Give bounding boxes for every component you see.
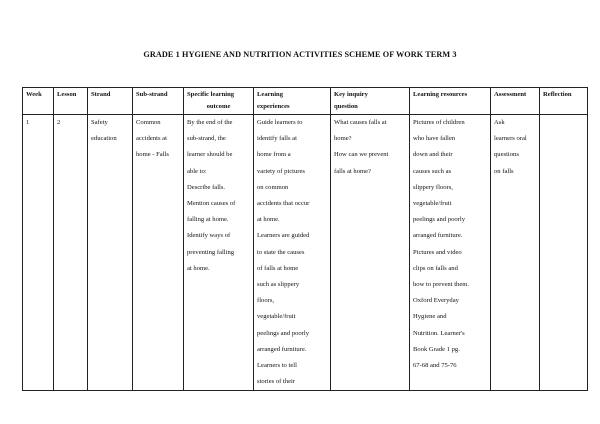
header-learning-resources: Learning resources [410, 88, 491, 115]
cell-line: such as slippery [257, 281, 300, 289]
cell-lesson [54, 115, 88, 391]
cell-line: accidents at [136, 135, 167, 143]
cell-line: Nutrition. Learner's [413, 329, 465, 337]
header-specific-learning-outcome: Specific learning outcome [184, 88, 254, 115]
cell-line: peelings and poorly [257, 329, 310, 337]
cell-line: on common [257, 183, 289, 191]
cell-line: of falls at home [257, 264, 299, 272]
cell-learning-experiences [254, 115, 331, 391]
cell-line: who have fallen [413, 135, 456, 143]
header-key-inquiry-question: Key inquiry question [331, 88, 410, 115]
cell-line: causes such as [413, 167, 452, 175]
header-assessment: Assessment [491, 88, 540, 115]
cell-line: peelings and poorly [413, 216, 466, 224]
cell-line: How can we prevent [334, 151, 389, 159]
cell-line: questions [494, 151, 519, 159]
cell-line: down and their [413, 151, 453, 159]
document-title: GRADE 1 HYGIENE AND NUTRITION ACTIVITIES SCHEME OF WORK TERM 3 [143, 50, 457, 59]
cell-sub-strand [133, 115, 184, 391]
cell-line: clips on falls and [413, 264, 458, 272]
cell-line: Hygiene and [413, 313, 447, 321]
cell-line: Learners to tell [257, 362, 297, 370]
cell-line: Oxford Everyday [413, 297, 459, 305]
cell-line: By the end of the [187, 119, 233, 126]
cell-line: Guide learners to [257, 119, 303, 126]
cell-line: 1 [26, 119, 30, 126]
cell-line: home? [334, 135, 352, 143]
cell-assessment [491, 115, 540, 391]
cell-line: vegetable/fruit [257, 313, 296, 321]
cell-line: to state the causes [257, 248, 305, 256]
cell-line: at home. [187, 264, 210, 272]
cell-key-inquiry-question [331, 115, 410, 391]
header-learning-experiences: Learning experiences [254, 88, 331, 115]
scheme-of-work-table [22, 87, 588, 391]
cell-line: at home. [257, 216, 280, 224]
cell-line: arranged furniture. [413, 232, 463, 240]
header-week: Week [23, 88, 54, 115]
cell-line: Pictures of children [413, 119, 465, 126]
cell-line: stories of their [257, 378, 296, 386]
cell-line: slippery floors, [413, 183, 453, 191]
cell-line: Pictures and video [413, 248, 462, 256]
cell-line: home - Falls [136, 151, 169, 159]
header-strand: Strand [88, 88, 133, 115]
cell-line: What causes falls at [334, 119, 387, 126]
cell-strand [88, 115, 133, 391]
cell-line: Ask [494, 119, 505, 126]
cell-line: identify falls at [257, 135, 297, 143]
cell-line: able to: [187, 167, 207, 175]
cell-line: vegetable/fruit [413, 200, 452, 208]
cell-line: home from a [257, 151, 291, 159]
cell-line: falls at home? [334, 167, 371, 175]
cell-line: 2 [57, 119, 61, 126]
cell-line: Learners are guided [257, 232, 310, 240]
header-reflection: Reflection [540, 88, 588, 115]
cell-line: Mention causes of [187, 200, 236, 208]
cell-line: sub-strand, the [187, 135, 226, 143]
cell-line: Book Grade 1 pg. [413, 345, 460, 353]
cell-line: learner should be [187, 151, 233, 159]
cell-line: arranged furniture. [257, 345, 307, 353]
cell-line: Safety [91, 119, 108, 126]
cell-specific-learning-outcome [184, 115, 254, 391]
cell-line: variety of pictures [257, 167, 305, 175]
cell-line: preventing falling [187, 248, 235, 256]
header-lesson: Lesson [54, 88, 88, 115]
cell-line: Identify ways of [187, 232, 231, 240]
table-row [23, 115, 588, 391]
header-sub-strand: Sub-strand [133, 88, 184, 115]
cell-line: on falls [494, 167, 514, 175]
cell-line: 67-68 and 75-76 [413, 362, 457, 370]
cell-line: how to prevent them. [413, 281, 470, 289]
header-row [23, 88, 588, 115]
cell-line: learners oral [494, 135, 527, 143]
cell-reflection [540, 115, 588, 391]
cell-line: accidents that occur [257, 200, 310, 208]
cell-line: Describe falls. [187, 183, 226, 191]
cell-line: Common [136, 119, 161, 126]
cell-line: education [91, 135, 117, 143]
cell-week [23, 115, 54, 391]
cell-line: falling at home. [187, 216, 229, 224]
cell-line: floors, [257, 297, 275, 305]
cell-learning-resources [410, 115, 491, 391]
